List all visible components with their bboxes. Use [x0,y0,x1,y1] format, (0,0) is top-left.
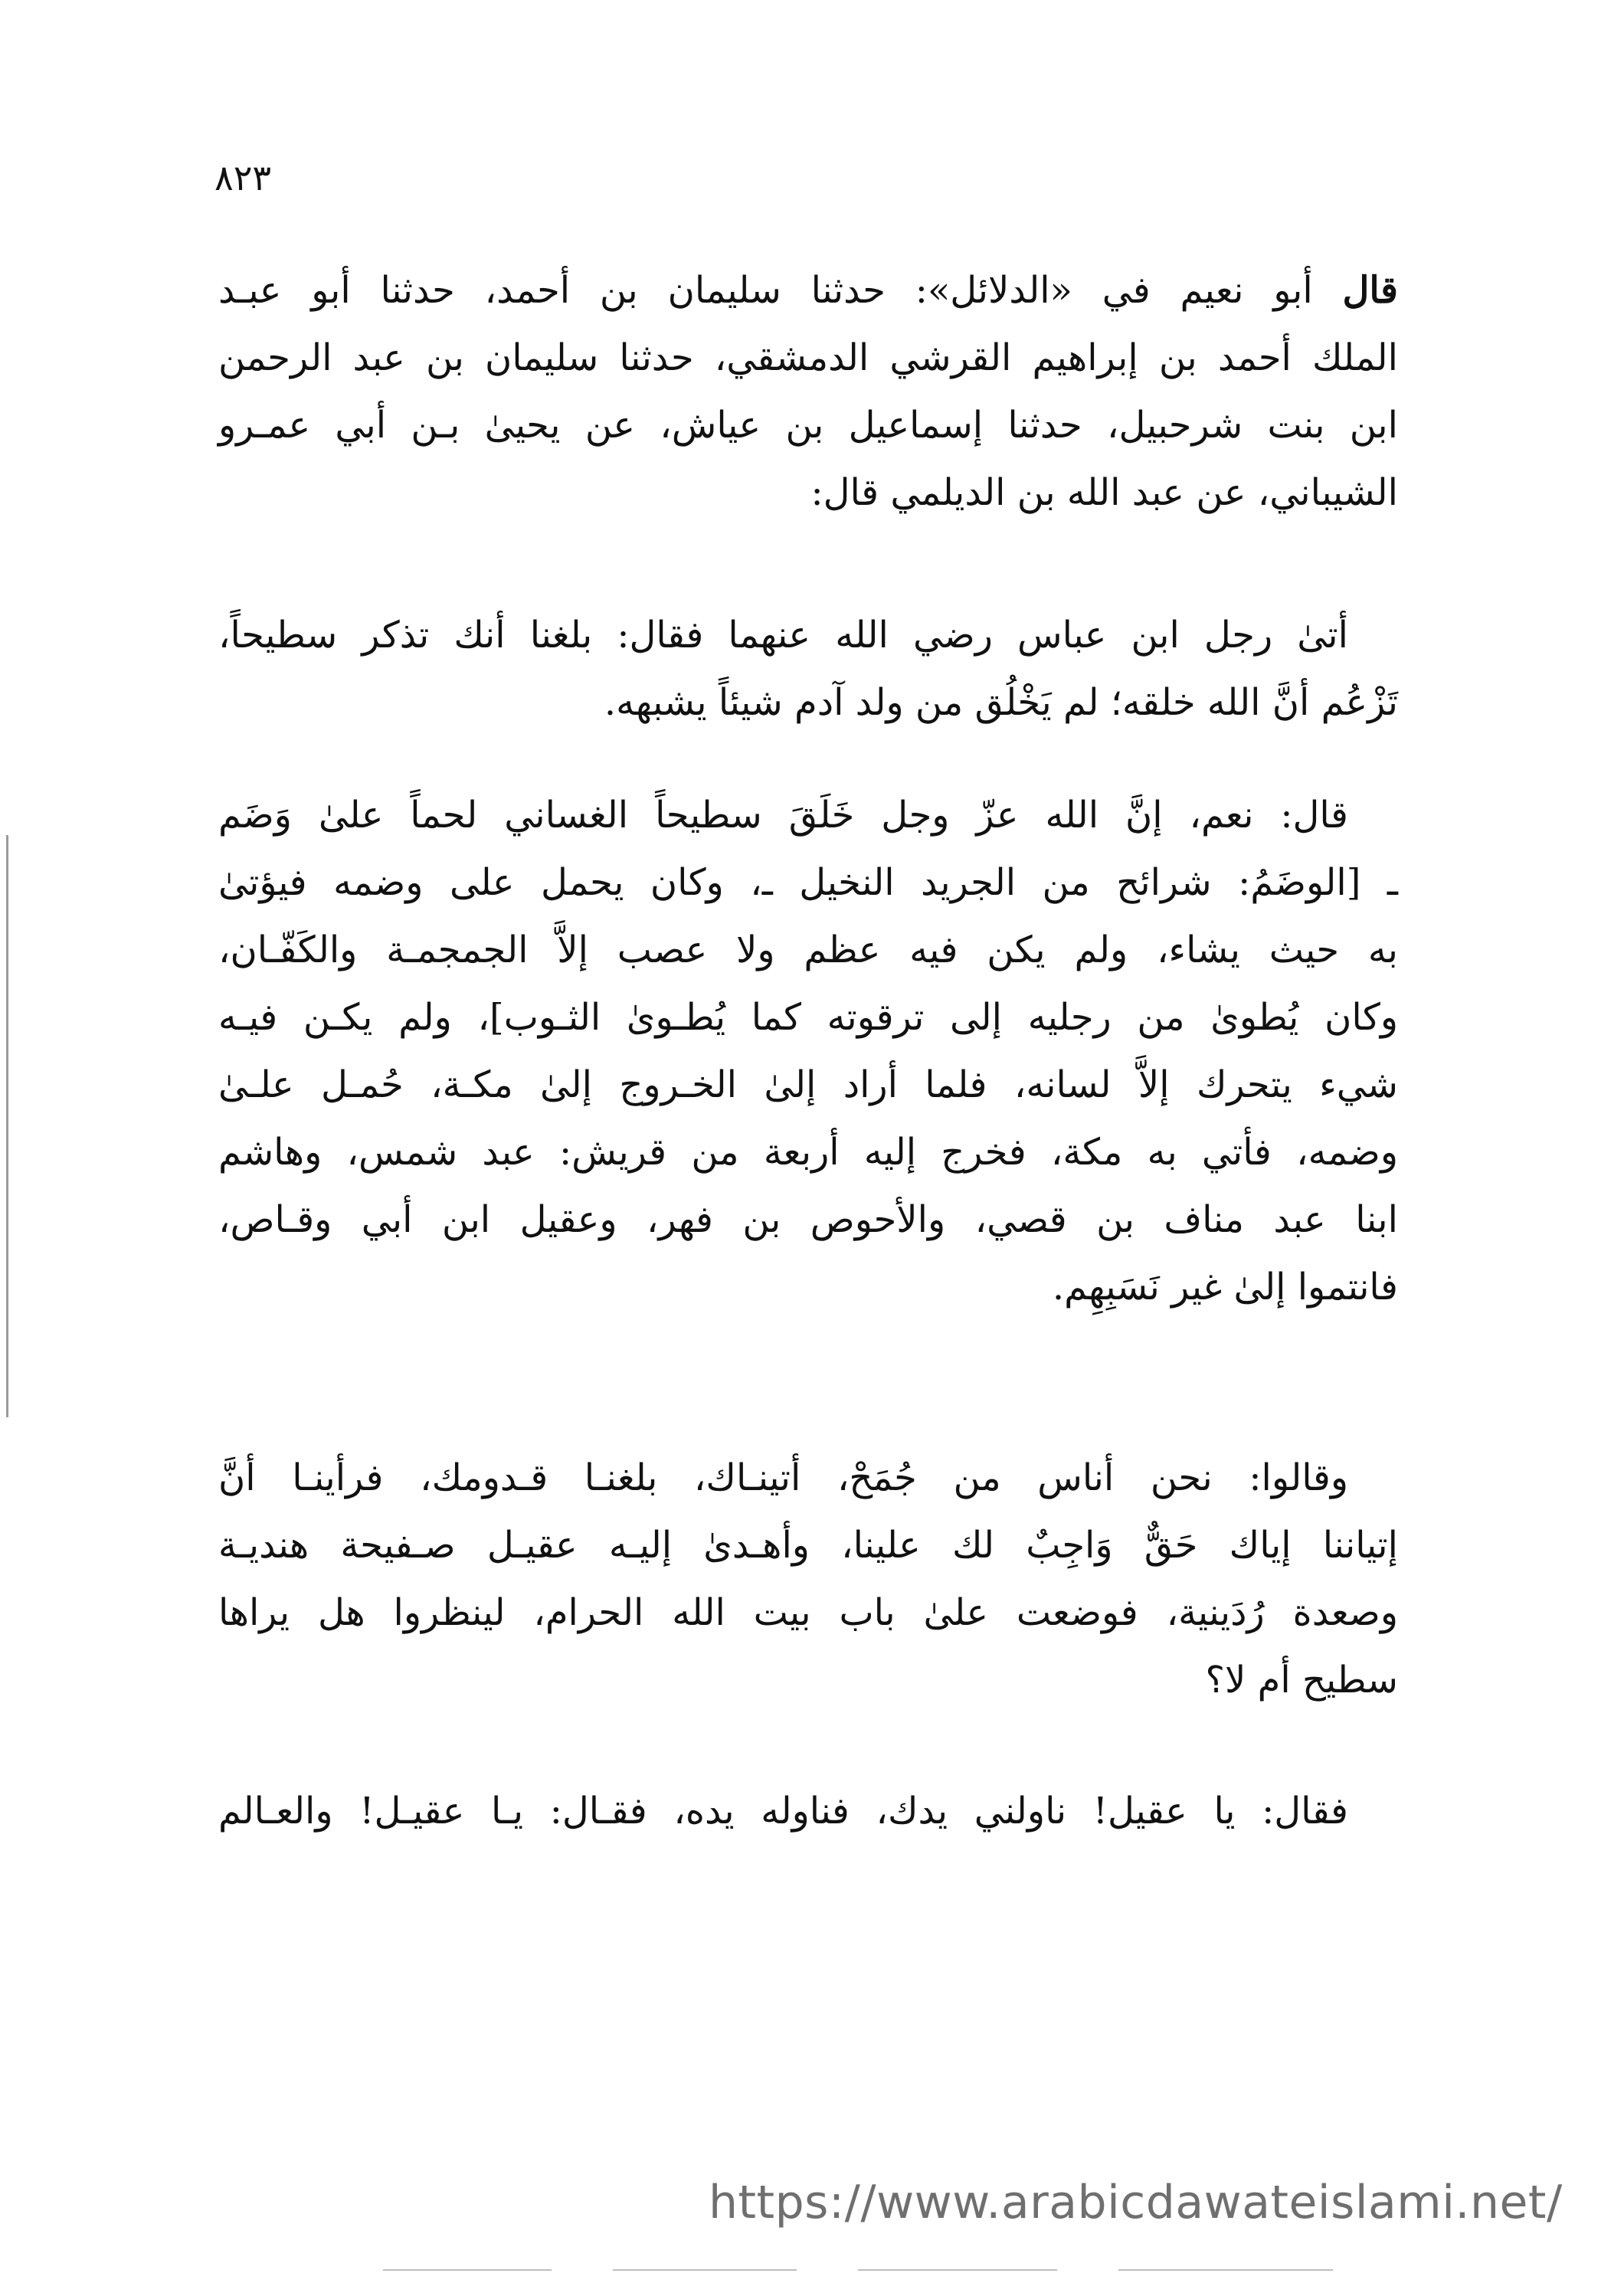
text-line: وقالوا: نحن أناس من جُمَحْ، أتينـاك، بلغنـا قـدومك، فرأينـا أنَّ [218,1456,1348,1499]
page-number: ٨٢٣ [214,157,272,198]
text-line: ـ [الوضَمُ: شرائح من الجريد النخيل ـ، وكان يحمل على وضمه فيؤتىٰ [218,861,1398,904]
text-line: ابن بنت شرحبيل، حدثنا إسماعيل بن عياش، عن يحيىٰ بـن أبي عمـرو [218,404,1398,447]
text-line: سطيح أم لا؟ [1205,1659,1398,1702]
text-line: إتياننا إياك حَقٌّ وَاجِبٌ لك علينا، وأهـدىٰ إليـه عقيـل صـفيحة هنديـة [218,1524,1398,1567]
text-line: فانتموا إلىٰ غير نَسَبِهِم. [1052,1266,1398,1309]
text-line: الشيباني، عن عبد الله بن الديلمي قال: [810,471,1398,514]
paragraph-5 [218,1777,1398,1845]
text-line: وصعدة رُدَينية، فوضعت علىٰ باب بيت الله الحرام، لينظروا هل يراها [218,1591,1398,1634]
text-line: تَزْعُم أنَّ الله خلقه؛ لم يَخْلُق من ولد آدم شيئاً يشبهه. [604,681,1398,724]
scan-edge-mark [6,835,8,1417]
line-text: أبو نعيم في «الدلائل»: حدثنا سليمان بن أحمد، حدثنا أبو عبـد [218,269,1343,312]
text-line: وضمه، فأتي به مكة، فخرج إليه أربعة من قريش: عبد شمس، وهاشم [218,1131,1398,1174]
paragraph-4 [218,1444,1398,1714]
scan-footer-lines [383,2269,1379,2272]
text-line: فقال: يا عقيل! ناولني يدك، فناوله يده، فقـال: يـا عقيـل! والعـالم [218,1790,1348,1833]
watermark-url: https://www.arabicdawateislami.net/ [709,2176,1563,2229]
paragraph-2 [218,601,1398,736]
text-line: به حيث يشاء، ولم يكن فيه عظم ولا عصب إلاَّ الجمجمـة والكَفّـان، [218,929,1398,971]
paragraph-3 [218,781,1398,1321]
text-line: قال: نعم، إنَّ الله عزّ وجل خَلَقَ سطيحاً الغساني لحماً علىٰ وَضَم [218,794,1348,837]
text-line: شيء يتحرك إلاَّ لسانه، فلما أراد إلىٰ الخـروج إلىٰ مكـة، حُمـل علـىٰ [218,1063,1398,1106]
text-line: أتىٰ رجل ابن عباس رضي الله عنهما فقال: بلغنا أنك تذكر سطيحاً، [218,614,1349,657]
text-line: وكان يُطوىٰ من رجليه إلى ترقوته كما يُطـوىٰ الثـوب]، ولم يكـن فيـه [218,996,1398,1039]
bold-lead-word: قال [1342,269,1398,312]
paragraph-1 [218,257,1398,526]
text-line: ابنا عبد مناف بن قصي، والأحوص بن فهر، وعقيل ابن أبي وقـاص، [218,1198,1398,1241]
text-line [218,257,1398,324]
text-line: الملك أحمد بن إبراهيم القرشي الدمشقي، حدثنا سليمان بن عبد الرحمن [218,336,1398,379]
